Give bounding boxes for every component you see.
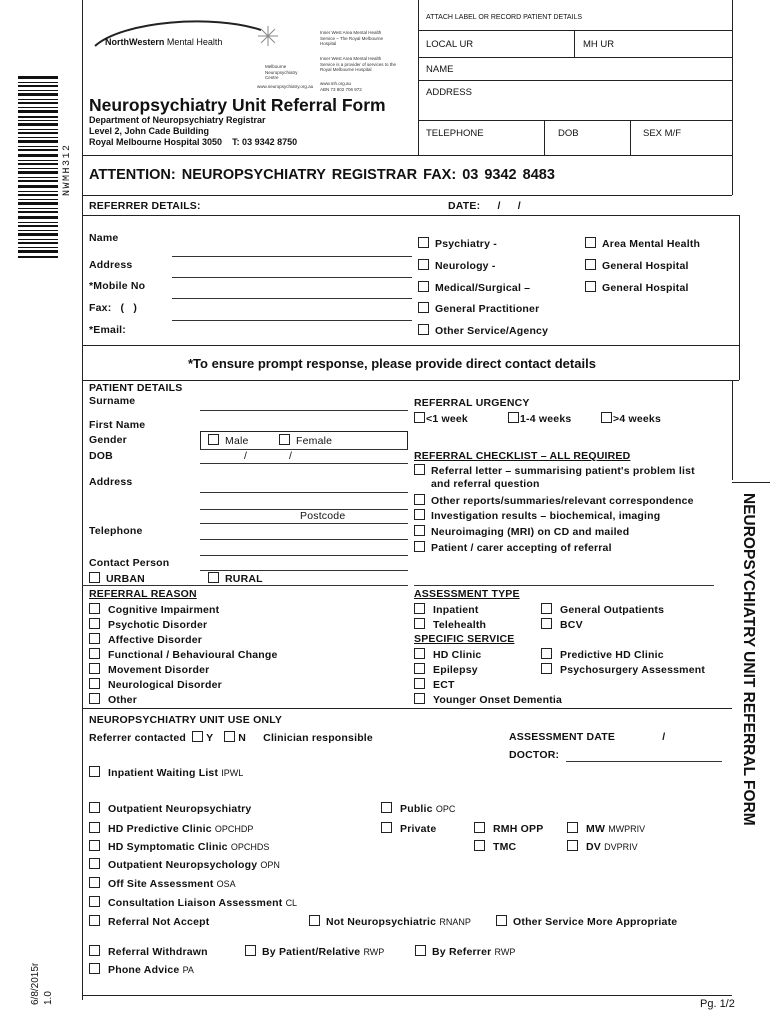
checkbox[interactable] — [585, 259, 596, 270]
address-line-1[interactable] — [200, 492, 408, 493]
form-bottom-border — [82, 995, 732, 996]
private-option[interactable]: Private — [381, 822, 436, 835]
checkbox[interactable] — [418, 324, 429, 335]
checkbox[interactable] — [567, 822, 578, 833]
attention-line: ATTENTION: NEUROPSYCHIATRY REGISTRAR FAX: 03 9342 8483 — [89, 167, 555, 183]
logo — [93, 16, 263, 56]
contact-notice: *To ensure prompt response, please provide direct contact details — [188, 356, 596, 371]
referral-reason-heading: REFERRAL REASON — [89, 588, 197, 600]
checkbox[interactable] — [541, 618, 552, 629]
checkbox[interactable] — [89, 678, 100, 689]
by-patient-relative[interactable]: By Patient/Relative RWP — [245, 945, 384, 958]
checkbox[interactable] — [89, 896, 100, 907]
address-label: Address — [89, 476, 133, 488]
dob-label[interactable]: DOB — [558, 128, 579, 139]
rmh-opp-option[interactable]: RMH OPP — [474, 822, 543, 835]
logo-text: Mental Health — [166, 37, 223, 47]
urgency-lt1[interactable]: <1 week — [414, 412, 468, 425]
outer-right-border — [739, 215, 740, 380]
right-tab-line — [732, 482, 770, 483]
checkbox[interactable] — [414, 509, 425, 520]
assessment-bcv[interactable]: BCV — [541, 618, 583, 631]
tmc-option[interactable]: TMC — [474, 840, 516, 853]
checkbox[interactable] — [508, 412, 519, 423]
service-epilepsy[interactable]: Epilepsy — [414, 663, 478, 676]
barcode-graphic — [18, 76, 58, 258]
checkbox[interactable] — [418, 259, 429, 270]
checkbox[interactable] — [208, 434, 219, 445]
service-general-hospital-2[interactable]: General Hospital — [585, 281, 689, 294]
checkbox[interactable] — [418, 237, 429, 248]
checkbox[interactable] — [89, 603, 100, 614]
mh-ur-label[interactable]: MH UR — [583, 39, 615, 50]
checkbox[interactable] — [89, 858, 100, 869]
starburst-icon — [258, 26, 278, 46]
outer-right-border-2 — [732, 380, 733, 480]
checkbox[interactable] — [245, 945, 256, 956]
checkbox[interactable] — [89, 822, 100, 833]
referrer-heading: REFERRER DETAILS: — [89, 200, 201, 212]
checkbox[interactable] — [414, 464, 425, 475]
dept-line: Department of Neuropsychiatry Registrar — [89, 115, 266, 125]
outpatient-neuropsychiatry[interactable]: Outpatient Neuropsychiatry — [89, 802, 251, 815]
postcode-label: Postcode — [300, 510, 346, 522]
checkbox[interactable] — [414, 525, 425, 536]
form-left-border — [82, 0, 83, 1000]
checkbox[interactable] — [414, 618, 425, 629]
rural-option[interactable]: RURAL — [208, 572, 263, 585]
logo-small-block-1: Inner West Area Mental Health Service – The Royal Melbourne Hospital — [320, 30, 383, 46]
referral-withdrawn[interactable]: Referral Withdrawn — [89, 945, 208, 958]
checkbox-y[interactable] — [192, 731, 203, 742]
checklist-item-1b: and referral question — [431, 478, 540, 490]
service-hd-clinic[interactable]: HD Clinic — [414, 648, 481, 661]
inpatient-waiting-list[interactable]: Inpatient Waiting List IPWL — [89, 766, 243, 779]
logo-brand: NorthWestern — [105, 37, 165, 47]
checklist-item-4[interactable]: Neuroimaging (MRI) on CD and mailed — [414, 525, 629, 538]
form-title: Neuropsychiatry Unit Referral Form — [89, 95, 386, 115]
hd-symptomatic-clinic[interactable]: HD Symptomatic Clinic OPCHDS — [89, 840, 269, 853]
checkbox[interactable] — [585, 237, 596, 248]
contact-person-line[interactable] — [200, 570, 408, 571]
referrer-name-label: Name — [89, 232, 119, 244]
service-psychiatry[interactable]: Psychiatry - — [418, 237, 497, 250]
first-name-label: First Name — [89, 419, 146, 431]
gender-label: Gender — [89, 434, 127, 446]
referrer-mobile-label: *Mobile No — [89, 280, 146, 292]
not-neuropsychiatric[interactable]: Not Neuropsychiatric RNANP — [309, 915, 471, 928]
gender-female[interactable]: Female — [279, 434, 332, 447]
checkbox[interactable] — [89, 618, 100, 629]
dv-option[interactable]: DV DVPRIV — [567, 840, 638, 853]
mw-option[interactable]: MW MWPRIV — [567, 822, 645, 835]
public-option[interactable]: Public OPC — [381, 802, 455, 815]
checkbox[interactable] — [474, 822, 485, 833]
checkbox[interactable] — [89, 648, 100, 659]
checkbox[interactable] — [541, 648, 552, 659]
urgency-1to4[interactable]: 1-4 weeks — [508, 412, 571, 425]
checklist-item-3[interactable]: Investigation results – biochemical, imaging — [414, 509, 660, 522]
footer-version: 1.0 — [43, 991, 54, 1005]
header-right-border — [732, 0, 733, 195]
checkbox[interactable] — [381, 822, 392, 833]
service-psychosurgery[interactable]: Psychosurgery Assessment — [541, 663, 705, 676]
reason-functional[interactable]: Functional / Behavioural Change — [89, 648, 278, 661]
referrer-mobile-line[interactable] — [172, 298, 412, 299]
sex-label[interactable]: SEX M/F — [643, 128, 682, 139]
phone-advice[interactable]: Phone Advice PA — [89, 963, 194, 976]
logo-small-block-2: Inner West Area Mental Health Service is a provider of services to the Royal Melbourne Hospital — [320, 56, 397, 72]
assessment-general-outpatients[interactable]: General Outpatients — [541, 603, 664, 616]
contact-person-label: Contact Person — [89, 557, 170, 569]
logo-side-lines: Melbourne Neuropsychiatry Centre — [265, 64, 298, 80]
checkbox[interactable] — [89, 572, 100, 583]
checkbox[interactable] — [418, 302, 429, 313]
assessment-date[interactable]: ASSESSMENT DATE / — [509, 731, 666, 743]
checkbox[interactable] — [541, 603, 552, 614]
footer-date: 6/8/2015r — [30, 962, 41, 1005]
attach-label-text: ATTACH LABEL OR RECORD PATIENT DETAILS — [426, 14, 583, 21]
referrer-fax-line[interactable] — [172, 320, 412, 321]
referrer-email-label: *Email: — [89, 324, 126, 336]
local-ur-label[interactable]: LOCAL UR — [426, 39, 474, 50]
referrer-address-label: Address — [89, 259, 133, 271]
service-gp[interactable]: General Practitioner — [418, 302, 539, 315]
urgency-heading: REFERRAL URGENCY — [414, 397, 530, 409]
doctor-label: DOCTOR: — [509, 749, 560, 761]
assessment-telehealth[interactable]: Telehealth — [414, 618, 486, 631]
dob-line[interactable] — [200, 463, 408, 464]
assessment-inpatient[interactable]: Inpatient — [414, 603, 479, 616]
address-line-3[interactable] — [200, 523, 408, 524]
service-medical[interactable]: Medical/Surgical – — [418, 281, 530, 294]
checkbox[interactable] — [601, 412, 612, 423]
referrer-fax-label: Fax: ( ) — [89, 302, 138, 314]
checkbox[interactable] — [414, 663, 425, 674]
checkbox[interactable] — [414, 494, 425, 505]
referral-not-accept[interactable]: Referral Not Accept — [89, 915, 209, 928]
checkbox[interactable] — [208, 572, 219, 583]
telephone-label[interactable]: TELEPHONE — [426, 128, 484, 139]
checkbox[interactable] — [567, 840, 578, 851]
checkbox-n[interactable] — [224, 731, 235, 742]
patient-heading: PATIENT DETAILS — [89, 382, 183, 394]
checkbox[interactable] — [89, 915, 100, 926]
level-line: Level 2, John Cade Building — [89, 126, 210, 136]
checkbox[interactable] — [89, 663, 100, 674]
checklist-item-1[interactable]: Referral letter – summarising patient's problem list — [414, 464, 695, 477]
dob-sep-1: / — [244, 450, 248, 462]
checkbox[interactable] — [585, 281, 596, 292]
name-label[interactable]: NAME — [426, 64, 454, 75]
hd-predictive-clinic[interactable]: HD Predictive Clinic OPCHDP — [89, 822, 253, 835]
checkbox[interactable] — [418, 281, 429, 292]
page-number: Pg. 1/2 — [700, 998, 735, 1010]
dob-sep-2: / — [289, 450, 293, 462]
checkbox[interactable] — [414, 648, 425, 659]
checkbox[interactable] — [89, 877, 100, 888]
barcode — [18, 76, 58, 258]
checkbox[interactable] — [541, 663, 552, 674]
side-title: NEUROPSYCHIATRY UNIT REFERRAL FORM — [740, 493, 757, 826]
surname-label: Surname — [89, 395, 136, 407]
gender-male[interactable]: Male — [208, 434, 249, 447]
unit-use-heading: NEUROPSYCHIATRY UNIT USE ONLY — [89, 714, 283, 726]
telephone-line[interactable] — [200, 539, 408, 540]
reason-neurological[interactable]: Neurological Disorder — [89, 678, 222, 691]
referrer-contacted[interactable]: Referrer contacted Y N Clinician responsible — [89, 732, 373, 744]
service-ect[interactable]: ECT — [414, 678, 455, 691]
logo-side-web: www.neuropsychiatry.org.au — [257, 84, 314, 89]
referrer-name-line[interactable] — [172, 256, 412, 257]
service-predictive-hd[interactable]: Predictive HD Clinic — [541, 648, 664, 661]
checkbox[interactable] — [496, 915, 507, 926]
checkbox[interactable] — [474, 840, 485, 851]
urban-option[interactable]: URBAN — [89, 572, 145, 585]
checkbox[interactable] — [414, 541, 425, 552]
reason-other[interactable]: Other — [89, 693, 137, 706]
checkbox[interactable] — [279, 434, 290, 445]
off-site-assessment[interactable]: Off Site Assessment OSA — [89, 877, 236, 890]
checkbox[interactable] — [89, 693, 100, 704]
checkbox[interactable] — [414, 678, 425, 689]
checkbox[interactable] — [309, 915, 320, 926]
specific-service-heading: SPECIFIC SERVICE — [414, 633, 515, 645]
dob-label: DOB — [89, 450, 113, 462]
service-area-mental-health[interactable]: Area Mental Health — [585, 237, 700, 250]
service-younger-onset[interactable]: Younger Onset Dementia — [414, 693, 562, 706]
checkbox[interactable] — [89, 766, 100, 777]
telephone-line-2[interactable] — [200, 555, 408, 556]
checkbox[interactable] — [89, 802, 100, 813]
checklist-item-5[interactable]: Patient / carer accepting of referral — [414, 541, 612, 554]
service-other[interactable]: Other Service/Agency — [418, 324, 548, 337]
reason-psychotic[interactable]: Psychotic Disorder — [89, 618, 207, 631]
doctor-line[interactable] — [566, 761, 722, 762]
logo-swoosh-icon — [93, 16, 263, 56]
logo-small-web: www.mh.org.au ABN 73 802 706 972 — [320, 81, 362, 92]
assessment-type-heading: ASSESSMENT TYPE — [414, 588, 520, 600]
by-referrer[interactable]: By Referrer RWP — [415, 945, 515, 958]
outpatient-neuropsychology[interactable]: Outpatient Neuropsychology OPN — [89, 858, 280, 871]
reason-movement[interactable]: Movement Disorder — [89, 663, 209, 676]
surname-line[interactable] — [200, 410, 408, 411]
service-general-hospital-1[interactable]: General Hospital — [585, 259, 689, 272]
referrer-address-line[interactable] — [172, 277, 412, 278]
checklist-heading: REFERRAL CHECKLIST – ALL REQUIRED — [414, 450, 631, 462]
checkbox[interactable] — [414, 693, 425, 704]
other-service-appropriate[interactable]: Other Service More Appropriate — [496, 915, 677, 928]
address-label[interactable]: ADDRESS — [426, 87, 472, 98]
checkbox[interactable] — [89, 945, 100, 956]
barcode-text: NWMH312 — [62, 143, 73, 196]
service-neurology[interactable]: Neurology - — [418, 259, 496, 272]
checkbox[interactable] — [415, 945, 426, 956]
telephone-label-patient: Telephone — [89, 525, 143, 537]
checkbox[interactable] — [381, 802, 392, 813]
checklist-item-2[interactable]: Other reports/summaries/relevant correspondence — [414, 494, 694, 507]
checkbox[interactable] — [89, 840, 100, 851]
referrer-date[interactable]: DATE: / / — [448, 200, 521, 212]
checkbox[interactable] — [89, 963, 100, 974]
reason-affective[interactable]: Affective Disorder — [89, 633, 202, 646]
checkbox[interactable] — [414, 412, 425, 423]
hospital-line: Royal Melbourne Hospital 3050 T: 03 9342 8750 — [89, 137, 298, 147]
urgency-gt4[interactable]: >4 weeks — [601, 412, 661, 425]
checkbox[interactable] — [414, 603, 425, 614]
reason-cognitive[interactable]: Cognitive Impairment — [89, 603, 219, 616]
checkbox[interactable] — [89, 633, 100, 644]
consultation-liaison[interactable]: Consultation Liaison Assessment CL — [89, 896, 297, 909]
